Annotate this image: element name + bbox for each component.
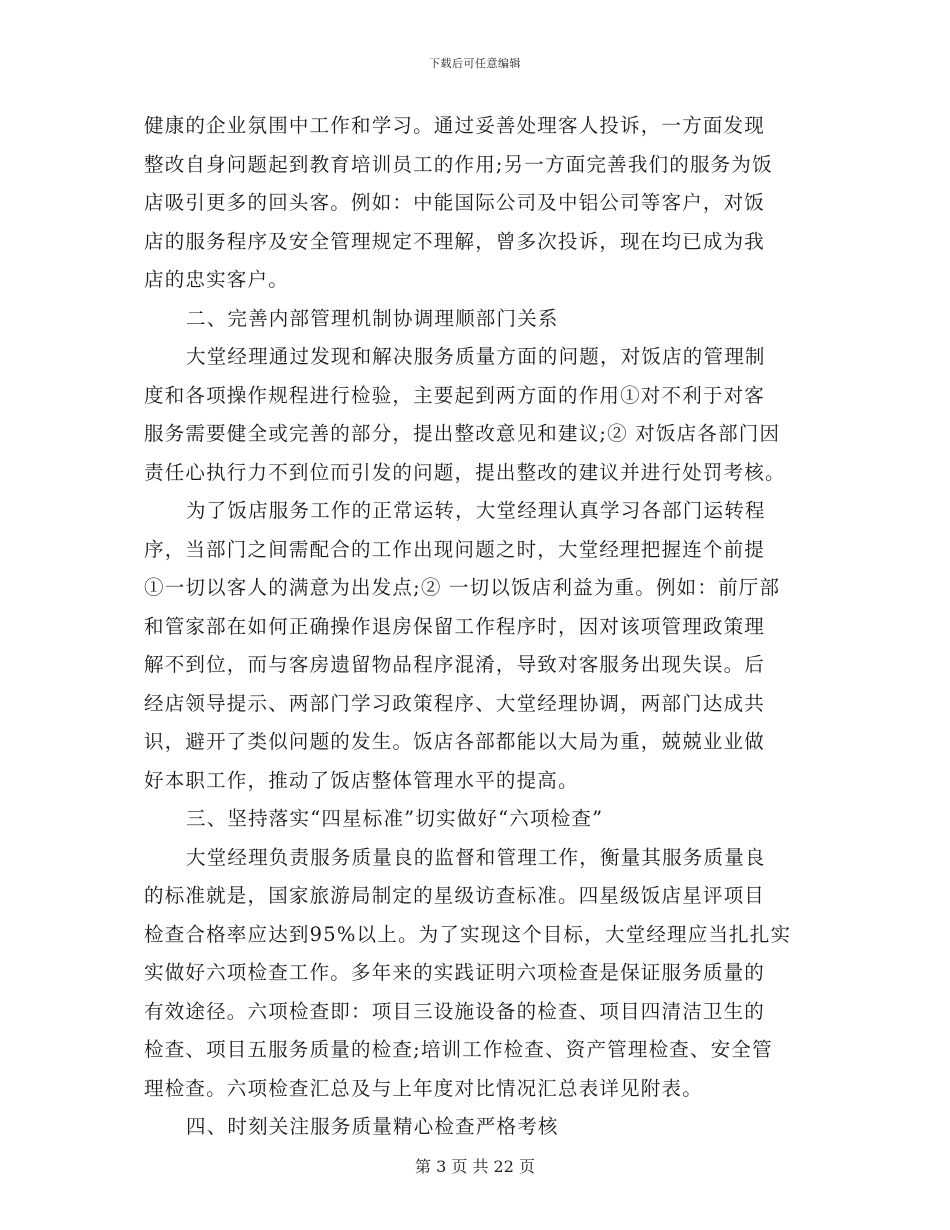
document-body <box>144 107 809 1147</box>
text-line: ①一切以客人的满意为出发点;② 一切以饭店利益为重。例如：前厅部 <box>144 576 781 599</box>
text-line: 识，避开了类似问题的发生。饭店各部都能以大局为重，兢兢业业做 <box>144 730 766 753</box>
text-line: 店的忠实客户。 <box>144 268 289 291</box>
text-line: 和管家部在如何正确操作退房保留工作程序时，因对该项管理政策理 <box>144 614 766 638</box>
text-line: 的标准就是，国家旅游局制定的星级访查标准。四星级饭店星评项目 <box>144 884 766 907</box>
text-line: 好本职工作，推动了饭店整体管理水平的提高。 <box>144 768 579 792</box>
text-line: 检查、项目五服务质量的检查;培训工作检查、资产管理检查、安全管 <box>144 1038 773 1061</box>
text-line: 解不到位，而与客房遗留物品程序混淆，导致对客服务出现失误。后 <box>144 653 766 676</box>
text-line: 整改自身问题起到教育培训员工的作用;另一方面完善我们的服务为饭 <box>144 152 773 176</box>
text-line: 经店领导提示、两部门学习政策程序、大堂经理协调，两部门达成共 <box>144 691 766 715</box>
paragraph-first-line: 为了饭店服务工作的正常运转，大堂经理认真学习各部门运转程 <box>186 499 766 522</box>
text-line: 实做好六项检查工作。多年来的实践证明六项检查是保证服务质量的 <box>144 961 766 984</box>
text-line: 服务需要健全或完善的部分，提出整改意见和建议;② 对饭店各部门因 <box>144 422 781 445</box>
text-line: 店的服务程序及安全管理规定不理解，曾多次投诉，现在均已成为我 <box>144 229 766 253</box>
paragraph-first-line: 三、坚持落实“四星标准”切实做好“六项检查” <box>186 807 604 830</box>
text-line: 度和各项操作规程进行检验，主要起到两方面的作用①对不利于对客 <box>144 383 766 407</box>
text-line: 责任心执行力不到位而引发的问题，提出整改的建议并进行处罚考核。 <box>144 460 786 484</box>
page-number-footer: 第 3 页 共 22 页 <box>415 1157 535 1176</box>
text-line: 理检查。六项检查汇总及与上年度对比情况汇总表详见附表。 <box>144 1076 703 1100</box>
text-line: 店吸引更多的回头客。例如：中能国际公司及中铝公司等客户，对饭 <box>144 191 766 214</box>
paragraph-first-line: 大堂经理负责服务质量良的监督和管理工作，衡量其服务质量良 <box>186 845 766 869</box>
text-line: 检查合格率应达到95%以上。为了实现这个目标，大堂经理应当扎扎实 <box>144 922 792 946</box>
paragraph-first-line: 大堂经理通过发现和解决服务质量方面的问题，对饭店的管理制 <box>186 345 766 368</box>
page-header-note: 下载后可任意编辑 <box>429 57 521 70</box>
paragraph-first-line: 四、时刻关注服务质量精心检查严格考核 <box>186 1115 559 1138</box>
paragraph-first-line: 二、完善内部管理机制协调理顺部门关系 <box>186 306 559 330</box>
text-line: 有效途径。六项检查即：项目三设施设备的检查、项目四清洁卫生的 <box>144 999 766 1023</box>
text-line: 序，当部门之间需配合的工作出现问题之时，大堂经理把握连个前提 <box>144 537 766 561</box>
text-line: 健康的企业氛围中工作和学习。通过妥善处理客人投诉，一方面发现 <box>144 114 766 137</box>
